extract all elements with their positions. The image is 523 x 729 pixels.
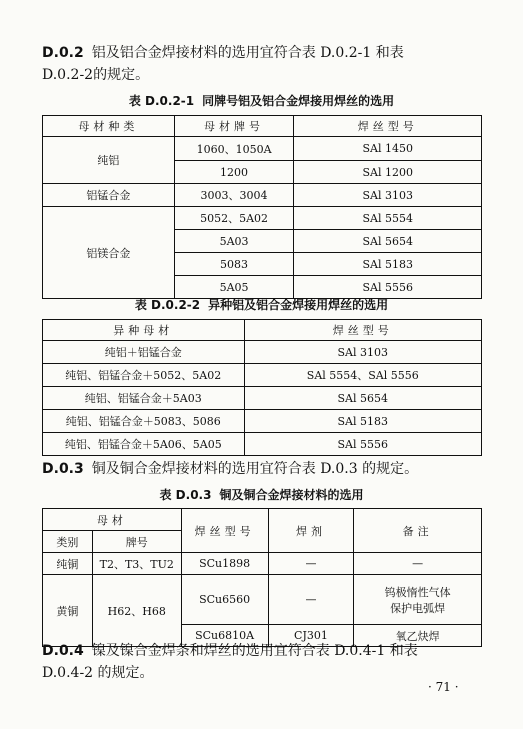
table-d03 xyxy=(42,508,482,647)
table-cell: SAl 5183 xyxy=(294,253,482,276)
table-cell: — xyxy=(268,575,354,625)
table-cell: — xyxy=(354,553,482,575)
table-cell: T2、T3、TU2 xyxy=(92,553,181,575)
table-title: 同牌号铝及铝合金焊接用焊丝的选用 xyxy=(202,94,395,108)
table-title: 异种铝及铝合金焊接用焊丝的选用 xyxy=(208,298,389,312)
column-header: 异种母材 xyxy=(43,320,245,341)
table-cell: 纯铝、铝锰合金＋5A06、5A05 xyxy=(43,433,245,456)
note-line: 钨极惰性气体 xyxy=(384,585,451,599)
table-cell: SCu6560 xyxy=(181,575,268,625)
table-cell: 铝锰合金 xyxy=(43,184,175,207)
table-cell: 黄铜 xyxy=(43,575,93,647)
table-cell: 铝镁合金 xyxy=(43,207,175,299)
table-cell: SAl 5554 xyxy=(294,207,482,230)
table-cell: 纯铝、铝锰合金＋5052、5A02 xyxy=(43,364,245,387)
table-cell: 纯铝、铝锰合金＋5A03 xyxy=(43,387,245,410)
clause-label: D.0.4 xyxy=(42,643,84,659)
table-caption xyxy=(0,92,523,109)
paragraph-text: 铜及铜合金焊接材料的选用宜符合表 D.0.3 的规定。 xyxy=(91,461,419,477)
table-cell xyxy=(354,575,482,625)
column-header: 焊丝型号 xyxy=(294,116,482,137)
table-cell: 5083 xyxy=(174,253,294,276)
table-cell: 5A05 xyxy=(174,276,294,299)
paragraph-text: 镍及镍合金焊条和焊丝的选用宜符合表 D.0.4-1 和表 xyxy=(91,643,418,659)
table-cell: 1200 xyxy=(174,161,294,184)
column-header: 牌号 xyxy=(92,531,181,553)
table-cell: — xyxy=(268,553,354,575)
table-title: 铜及铜合金焊接材料的选用 xyxy=(219,488,364,502)
table-d022 xyxy=(42,319,482,456)
column-header: 备注 xyxy=(354,509,482,553)
page-number: · 71 · xyxy=(428,680,459,694)
column-header: 焊丝型号 xyxy=(181,509,268,553)
clause-label: D.0.3 xyxy=(42,461,84,477)
column-header: 类别 xyxy=(43,531,93,553)
table-cell: SAl 5654 xyxy=(294,230,482,253)
paragraph-text: D.0.4-2 的规定。 xyxy=(42,665,154,681)
table-cell: 纯铝＋铝锰合金 xyxy=(43,341,245,364)
table-cell: 氧乙炔焊 xyxy=(354,625,482,647)
paragraph-d02 xyxy=(42,42,482,86)
table-cell: SCu1898 xyxy=(181,553,268,575)
table-cell: 5052、5A02 xyxy=(174,207,294,230)
table-cell: SAl 3103 xyxy=(294,184,482,207)
column-header: 母材种类 xyxy=(43,116,175,137)
column-header: 焊剂 xyxy=(268,509,354,553)
paragraph-d04 xyxy=(42,640,482,684)
table-caption xyxy=(0,486,523,503)
table-number: 表 D.0.2-2 xyxy=(134,298,201,312)
table-cell: 纯铝、铝锰合金＋5083、5086 xyxy=(43,410,245,433)
table-cell: SAl 1200 xyxy=(294,161,482,184)
table-cell: SAl 5556 xyxy=(294,276,482,299)
table-cell: SAl 5556 xyxy=(244,433,481,456)
table-d021 xyxy=(42,115,482,299)
table-cell: SAl 5654 xyxy=(244,387,481,410)
paragraph-text: 铝及铝合金焊接材料的选用宜符合表 D.0.2-1 和表 xyxy=(91,45,404,61)
clause-label: D.0.2 xyxy=(42,45,84,61)
table-cell: SAl 1450 xyxy=(294,137,482,161)
table-cell: SCu6810A xyxy=(181,625,268,647)
table-cell: H62、H68 xyxy=(92,575,181,647)
paragraph-d03 xyxy=(42,458,482,480)
note-line: 保护电弧焊 xyxy=(390,601,446,615)
column-header: 母材牌号 xyxy=(174,116,294,137)
table-cell: SAl 5183 xyxy=(244,410,481,433)
table-number: 表 D.0.2-1 xyxy=(128,94,195,108)
table-number: 表 D.0.3 xyxy=(159,488,212,502)
table-cell: 3003、3004 xyxy=(174,184,294,207)
table-cell: 1060、1050A xyxy=(174,137,294,161)
table-cell: 纯铜 xyxy=(43,553,93,575)
table-cell: SAl 5554、SAl 5556 xyxy=(244,364,481,387)
table-cell: CJ301 xyxy=(268,625,354,647)
paragraph-text: D.0.2-2的规定。 xyxy=(42,67,150,83)
table-cell: 5A03 xyxy=(174,230,294,253)
column-header: 焊丝型号 xyxy=(244,320,481,341)
table-cell: 纯铝 xyxy=(43,137,175,184)
table-caption xyxy=(0,296,523,313)
table-cell: SAl 3103 xyxy=(244,341,481,364)
column-header: 母材 xyxy=(43,509,182,531)
